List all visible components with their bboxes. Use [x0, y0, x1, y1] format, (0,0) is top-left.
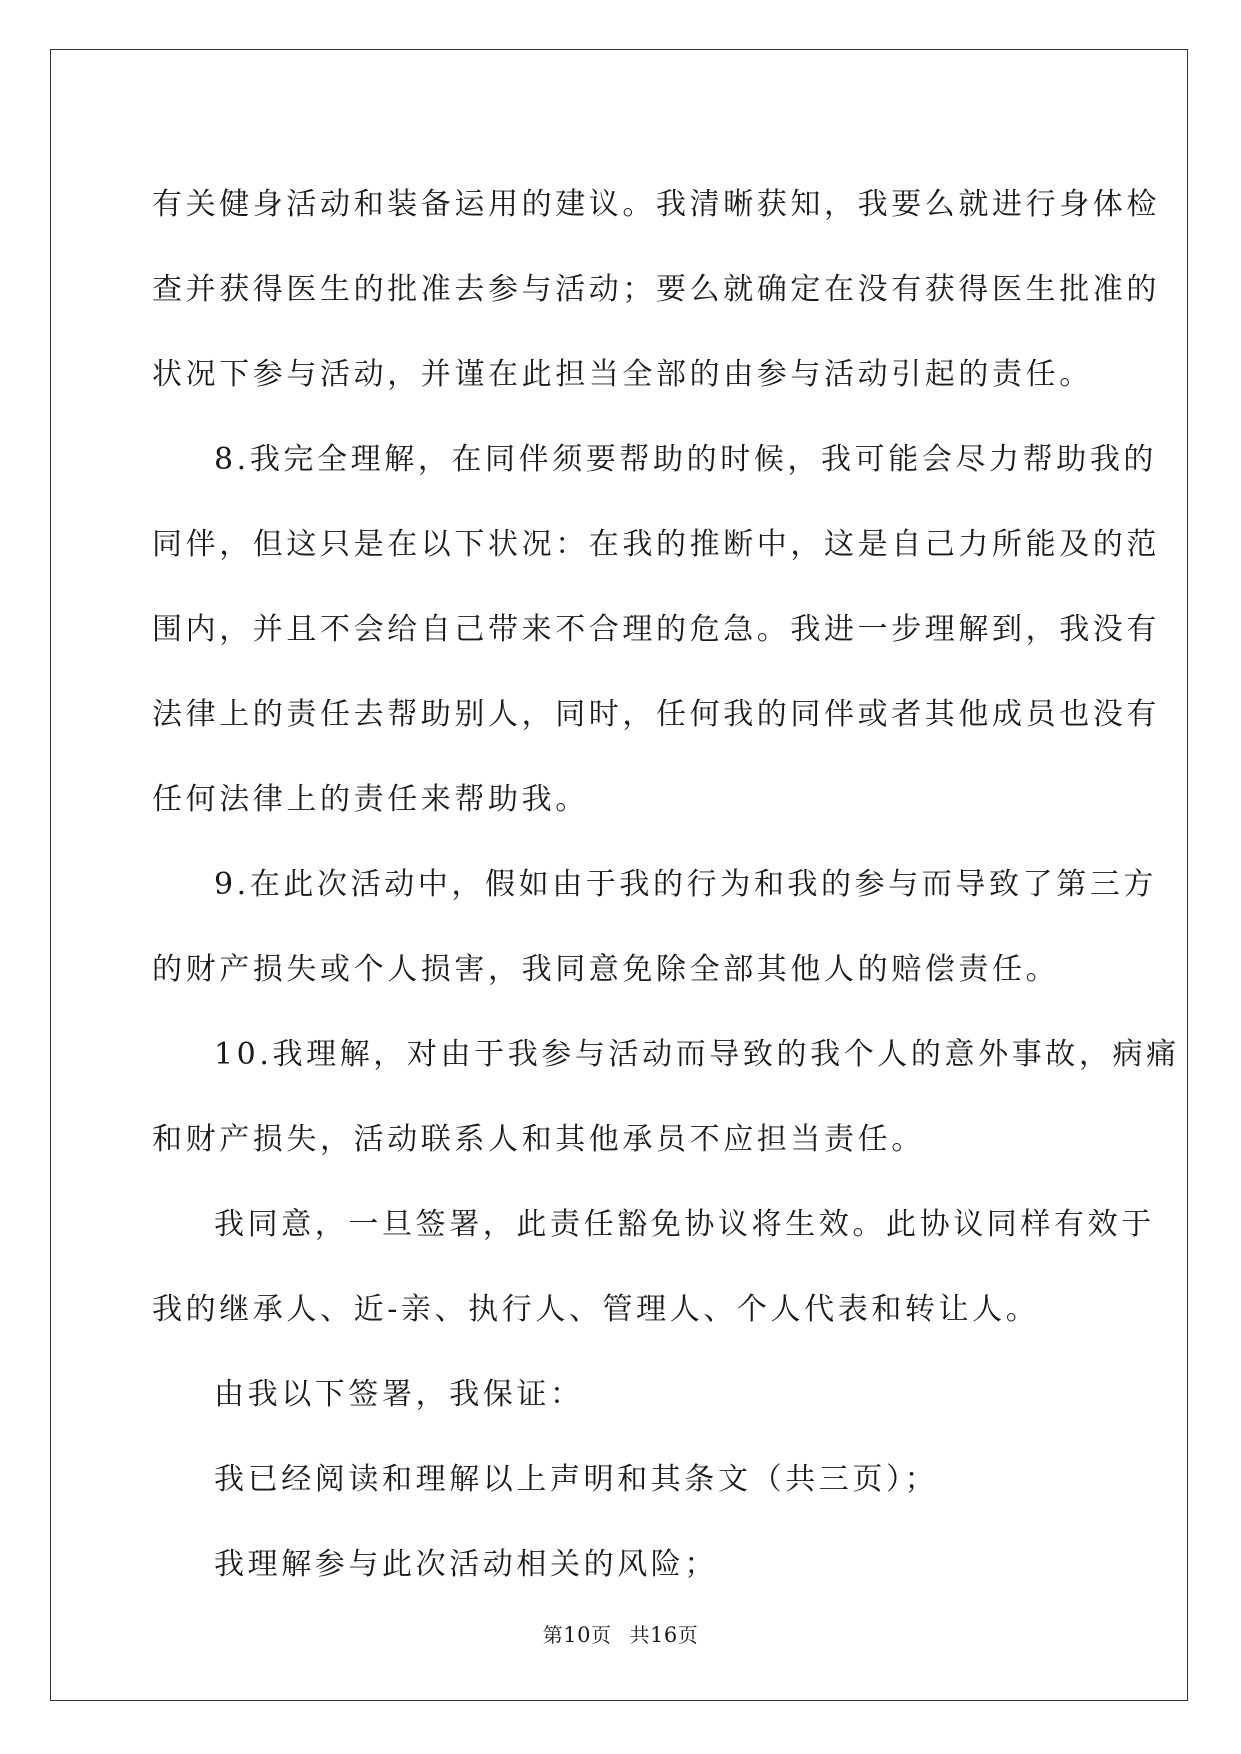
total-label-prefix: 共: [629, 1623, 650, 1647]
total-label-suffix: 页: [677, 1623, 699, 1647]
paragraph-line: 我同意，一旦签署，此责任豁免协议将生效。此协议同样有效于: [214, 1207, 1155, 1242]
paragraph-line: 有关健身活动和装备运用的建议。我清晰获知，我要么就进行身体检: [152, 187, 1160, 222]
paragraph-line: 任何法律上的责任来帮助我。: [152, 782, 589, 817]
paragraph-line: 状况下参与活动，并谨在此担当全部的由参与活动引起的责任。: [152, 357, 1093, 392]
current-page-number: 10: [563, 1623, 591, 1647]
document-body: [152, 162, 1180, 1607]
paragraph-line: 围内，并且不会给自己带来不合理的危急。我进一步理解到，我没有: [152, 612, 1160, 647]
paragraph-line: 8.我完全理解，在同伴须要帮助的时候，我可能会尽力帮助我的: [214, 442, 1158, 477]
paragraph-line: 10.我理解，对由于我参与活动而导致的我个人的意外事故，病痛: [214, 1037, 1180, 1072]
page-footer: [0, 1622, 1241, 1648]
paragraph-line: 由我以下签署，我保证：: [214, 1377, 584, 1412]
paragraph-line: 法律上的责任去帮助别人，同时，任何我的同伴或者其他成员也没有: [152, 697, 1160, 732]
page-label-prefix: 第: [542, 1623, 564, 1647]
paragraph-line: 查并获得医生的批准去参与活动；要么就确定在没有获得医生批准的: [152, 272, 1160, 307]
total-page-count: 16: [650, 1623, 678, 1647]
paragraph-line: 9.在此次活动中，假如由于我的行为和我的参与而导致了第三方: [214, 867, 1158, 902]
paragraph-line: 的财产损失或个人损害，我同意免除全部其他人的赔偿责任。: [152, 952, 1060, 987]
paragraph-line: 我已经阅读和理解以上声明和其条文（共三页）；: [214, 1462, 939, 1497]
paragraph-line: 同伴，但这只是在以下状况：在我的推断中，这是自己力所能及的范: [152, 527, 1160, 562]
paragraph-line: 和财产损失，活动联系人和其他承员不应担当责任。: [152, 1122, 925, 1157]
paragraph-line: 我理解参与此次活动相关的风险；: [214, 1547, 718, 1582]
page-label-suffix: 页: [591, 1623, 612, 1647]
paragraph-line: 我的继承人、近-亲、执行人、管理人、个人代表和转让人。: [152, 1292, 1040, 1327]
